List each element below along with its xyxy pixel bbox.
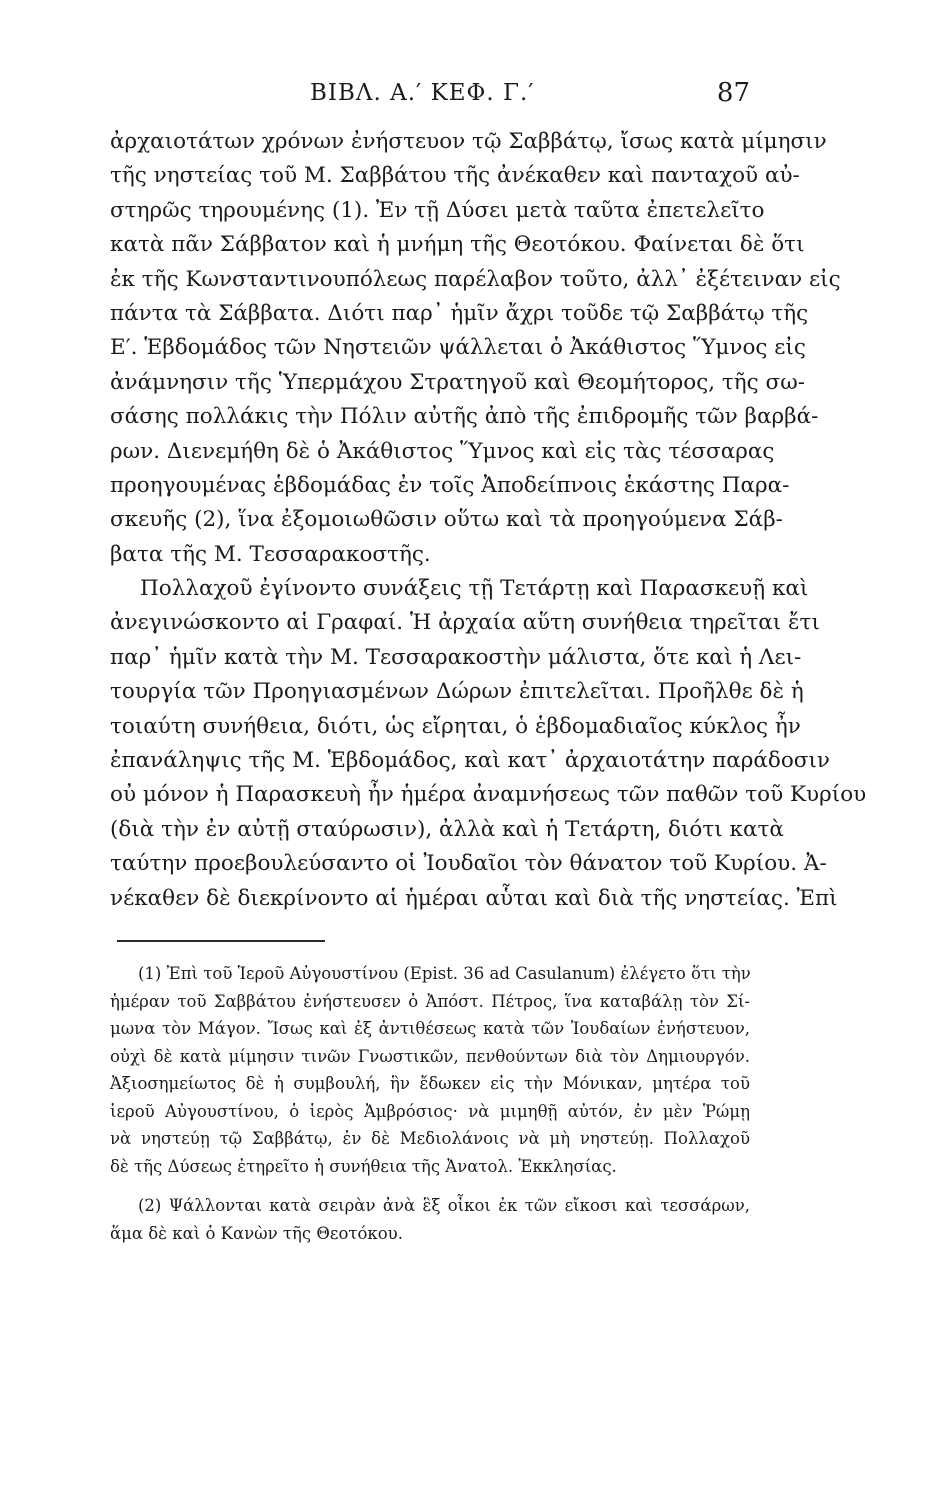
footnote-gap <box>110 1180 750 1192</box>
text-line: νέκαθεν δὲ διεκρίνοντο αἱ ἡμέραι αὗται καὶ διὰ τῆς νηστείας. Ἐπὶ <box>110 885 838 911</box>
text-line: σκευῆς (2), ἵνα ἐξομοιωθῶσιν οὕτω καὶ τὰ προηγούμενα Σάβ- <box>110 507 783 533</box>
footnote-line: ἱεροῦ Αὐγουστίνου, ὁ ἱερὸς Ἀμβρόσιος· νὰ μιμηθῇ αὐτόν, ἐν μὲν Ῥώμῃ <box>110 1101 750 1121</box>
footnotes <box>110 960 750 1247</box>
running-head: BIBΛ. Α.′ ΚΕΦ. Γ.′ <box>310 80 535 106</box>
footnote-line: (1) Ἐπὶ τοῦ Ἱεροῦ Αὐγουστίνου (Epist. 36 ad Casulanum) ἐλέγετο ὅτι τὴν <box>138 964 751 983</box>
text-line: Πολλαχοῦ ἐγίνοντο συνάξεις τῇ Τετάρτῃ καὶ Παρασκευῇ καὶ <box>140 576 809 602</box>
footnote-line: ἡμέραν τοῦ Σαββάτου ἐνήστευσεν ὁ Ἀπόστ. Πέτρος, ἵνα καταβάλῃ τὸν Σί- <box>110 991 750 1011</box>
footnote-divider <box>117 940 325 942</box>
text-line: κατὰ πᾶν Σάββατον καὶ ἡ μνήμη τῆς Θεοτόκου. Φαίνεται δὲ ὅτι <box>110 232 805 258</box>
text-line: ἀρχαιοτάτων χρόνων ἐνήστευον τῷ Σαββάτῳ, ἴσως κατὰ μίμησιν <box>110 129 827 154</box>
text-line: τοιαύτη συνήθεια, διότι, ὡς εἴρηται, ὁ ἑβδομαδιαῖος κύκλος ἦν <box>110 713 801 739</box>
text-line: προηγουμένας ἑβδομάδας ἐν τοῖς Ἀποδείπνοις ἑκάστης Παρα- <box>110 472 790 498</box>
footnote-line: μωνα τὸν Μάγον. Ἴσως καὶ ἐξ ἀντιθέσεως κατὰ τῶν Ἰουδαίων ἐνήστευον, <box>110 1019 750 1038</box>
footnote-line: ἅμα δὲ καὶ ὁ Κανὼν τῆς Θεοτόκου. <box>110 1223 403 1243</box>
footnote-line: δὲ τῆς Δύσεως ἐτηρεῖτο ἡ συνήθεια τῆς Ἀνατολ. Ἐκκλησίας. <box>110 1156 617 1176</box>
text-line: ἀνάμνησιν τῆς Ὑπερμάχου Στρατηγοῦ καὶ Θεομήτορος, τῆς σω- <box>110 369 806 395</box>
page-number: 87 <box>716 78 750 108</box>
text-line: οὐ μόνον ἡ Παρασκευὴ ἦν ἡμέρα ἀναμνήσεως τῶν παθῶν τοῦ Κυρίου <box>110 782 867 808</box>
text-line: βατα τῆς Μ. Τεσσαρακοστῆς. <box>110 541 431 567</box>
footnote-line: (2) Ψάλλονται κατὰ σειρὰν ἀνὰ ἓξ οἶκοι ἐκ τῶν εἴκοσι καὶ τεσσάρων, <box>138 1196 750 1215</box>
footnote-line: νὰ νηστεύῃ τῷ Σαββάτῳ, ἐν δὲ Μεδιολάνοις νὰ μὴ νηστεύῃ. Πολλαχοῦ <box>110 1129 750 1148</box>
main-text <box>110 125 867 916</box>
footnote-line: Ἀξιοσημείωτος δὲ ἡ συμβουλή, ἣν ἔδωκεν εἰς τὴν Μόνικαν, μητέρα τοῦ <box>110 1074 750 1093</box>
text-line: (διὰ τὴν ἐν αὐτῇ σταύρωσιν), ἀλλὰ καὶ ἡ Τετάρτη, διότι κατὰ <box>110 816 784 842</box>
text-line: ἐπανάληψις τῆς Μ. Ἑβδομάδος, καὶ κατ᾽ ἀρχαιοτάτην παράδοσιν <box>110 748 830 774</box>
text-line: παρ᾽ ἡμῖν κατὰ τὴν Μ. Τεσσαρακοστὴν μάλιστα, ὅτε καὶ ἡ Λει- <box>110 644 802 670</box>
text-line: τουργία τῶν Προηγιασμένων Δώρων ἐπιτελεῖται. Προῆλθε δὲ ἡ <box>110 679 804 705</box>
footnote-line: οὐχὶ δὲ κατὰ μίμησιν τινῶν Γνωστικῶν, πενθούντων διὰ τὸν Δημιουργόν. <box>110 1046 750 1066</box>
text-line: ἀνεγινώσκοντο αἱ Γραφαί. Ἡ ἀρχαία αὕτη συνήθεια τηρεῖται ἔτι <box>110 610 820 636</box>
text-line: Ε′. Ἑβδομάδος τῶν Νηστειῶν ψάλλεται ὁ Ἀκάθιστος Ὕμνος εἰς <box>110 335 806 361</box>
text-line: τῆς νηστείας τοῦ Μ. Σαββάτου τῆς ἀνέκαθεν καὶ πανταχοῦ αὐ- <box>110 163 800 189</box>
text-line: ταύτην προεβουλεύσαντο οἱ Ἰουδαῖοι τὸν θάνατον τοῦ Κυρίου. Ἀ- <box>110 851 827 877</box>
text-line: στηρῶς τηρουμένης (1). Ἐν τῇ Δύσει μετὰ ταῦτα ἐπετελεῖτο <box>110 197 765 223</box>
text-line: ἐκ τῆς Κωνσταντινουπόλεως παρέλαβον τοῦτο, ἀλλ᾽ ἐξέτειναν εἰς <box>110 266 841 292</box>
text-line: σάσης πολλάκις τὴν Πόλιν αὐτῆς ἀπὸ τῆς ἐπιδρομῆς τῶν βαρβά- <box>110 404 819 430</box>
text-line: ρων. Διενεμήθη δὲ ὁ Ἀκάθιστος Ὕμνος καὶ εἰς τὰς τέσσαρας <box>110 438 775 464</box>
page-header <box>110 78 750 114</box>
text-line: πάντα τὰ Σάββατα. Διότι παρ᾽ ἡμῖν ἄχρι τοῦδε τῷ Σαββάτῳ τῆς <box>110 300 809 326</box>
